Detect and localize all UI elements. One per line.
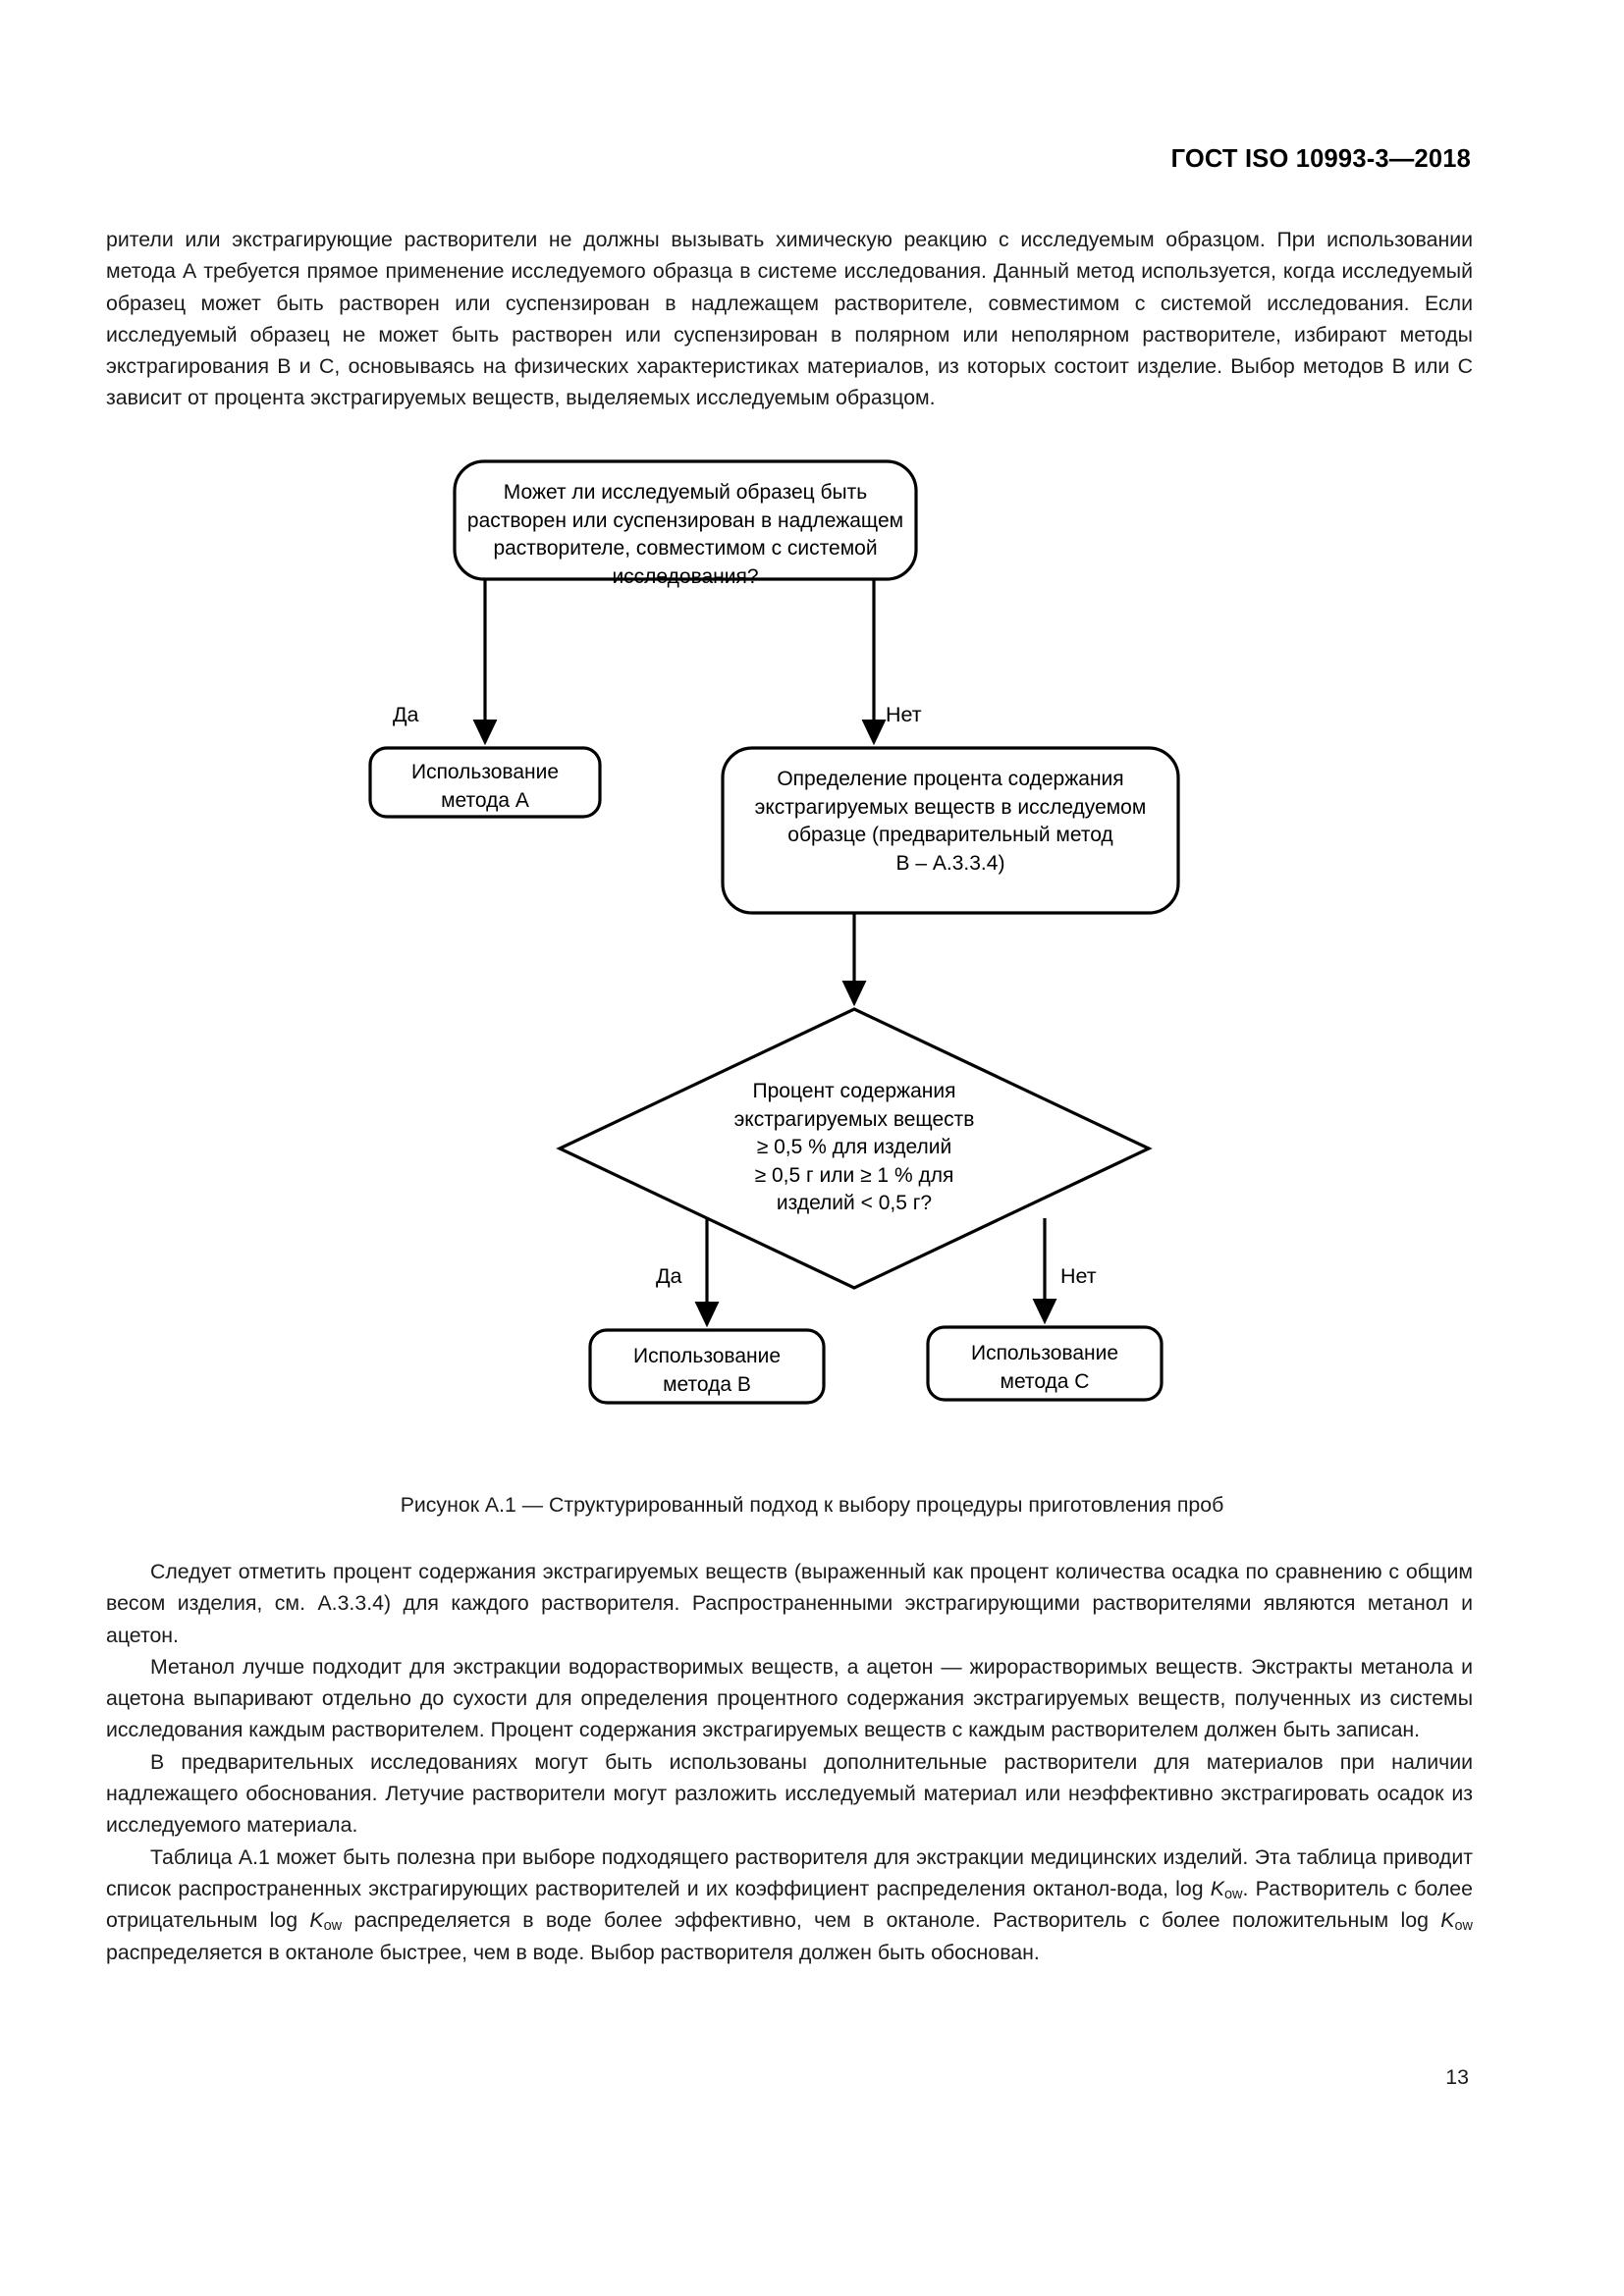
body-text-top [106,224,1473,414]
kow-symbol-3: K [1440,1908,1455,1933]
page-number: 13 [1445,2065,1469,2089]
kow-text-seg-4: распределяется в октаноле быстрее, чем в воде. Выбор растворителя должен быть обоснован. [106,1940,1040,1964]
node-method-a-label: Использование метода А [410,761,560,812]
node-determine-percent-label: Определение процента содержания экстрагируемых веществ в исследуемом образце (предварительный метод В – А.3.3.4) [754,768,1147,875]
kow-subscript-3: ow [1454,1918,1473,1935]
node-decision-percent-shape [560,1009,1149,1288]
kow-text-seg-1: Таблица А.1 может быть полезна при выборе подходящего растворителя для экстракции медицинских изделий. Эта таблица приводит список распространенных экстрагирующих растворителей и их коэффициент распределения октанол-вода, log [106,1844,1473,1900]
figure-caption: Рисунок А.1 — Структурированный подход к выбору процедуры приготовления проб [400,1493,1224,1517]
kow-text-seg-2: . Растворитель с более отрицательным log [106,1876,1473,1933]
node-decision-percent-label: Процент содержания экстрагируемых веществ ≥ 0,5 % для изделий ≥ 0,5 г или ≥ 1 % для изделий < 0,5 г? [733,1080,975,1215]
kow-symbol-2: K [309,1908,324,1933]
paragraph-intro: рители или экстрагирующие растворители не должны вызывать химическую реакцию с исследуемым образцом. При использовании метода А требуется прямое применение исследуемого образца в системе исследования. Данный метод используется, когда исследуемый образец может быть растворен или суспензирован в надлежащем растворителе, совместимом с системой исследования. Если исследуемый образец не может быть растворен или суспензирован в полярном или неполярном растворителе, избирают методы экстрагирования В и С, основываясь на физических характеристиках материалов, из которых состоит изделие. Выбор методов В или С зависит от процента экстрагируемых веществ, выделяемых исследуемым образцом. [106,228,1473,410]
node-method-a-shape [370,748,600,817]
node-method-b-shape [590,1330,824,1403]
edge-label-no-2: Нет [1060,1264,1097,1288]
node-method-b-label: Использование метода В [632,1345,782,1396]
kow-subscript-1: ow [1224,1887,1243,1903]
paragraph-preliminary-studies: В предварительных исследованиях могут быть использованы дополнительные растворители для материалов при наличии надлежащего обоснования. Летучие растворители могут разложить исследуемый материал или неэффективно экстрагировать осадок из исследуемого материала. [106,1749,1473,1838]
page-header-standard-number: ГОСТ ISO 10993-3—2018 [1170,145,1471,173]
paragraph-extractables-percent: Следует отметить процент содержания экстрагируемых веществ (выраженный как процент количества осадка по сравнению с общим весом изделия, см. А.3.3.4) для каждого растворителя. Распространенными экстрагирующими растворителями являются метанол и ацетон. [106,1560,1473,1647]
paragraph-methanol-acetone: Метанол лучше подходит для экстракции водорастворимых веществ, а ацетон — жирорастворимых веществ. Экстракты метанола и ацетона выпаривают отдельно до сухости для определения процентного содержания экстрагируемых веществ, полученных из системы исследования каждым растворителем. Процент содержания экстрагируемых веществ с каждым растворителем должен быть записан. [106,1654,1473,1742]
kow-symbol-1: K [1210,1876,1224,1900]
kow-text-seg-3: распределяется в воде более эффективно, чем в октаноле. Растворитель с более положительным log [342,1908,1441,1933]
edge-label-yes-2: Да [656,1264,682,1288]
kow-subscript-2: ow [323,1918,343,1935]
node-start-question-shape [455,461,916,579]
edge-label-yes-1: Да [393,703,419,726]
node-start-question-label: Может ли исследуемый образец быть растворен или суспензирован в надлежащем растворителе, совместимом с системой исследования? [466,481,904,588]
flowchart-svg [0,452,1624,1551]
node-method-c-label: Использование метода С [970,1342,1119,1393]
figure-a1-flowchart [0,452,1624,1551]
body-text-bottom [106,1556,1473,1968]
node-determine-percent-shape [723,748,1178,913]
edge-label-no-1: Нет [886,703,922,726]
paragraph-table-a1-kow [106,1842,1473,1968]
node-method-c-shape [928,1327,1162,1400]
